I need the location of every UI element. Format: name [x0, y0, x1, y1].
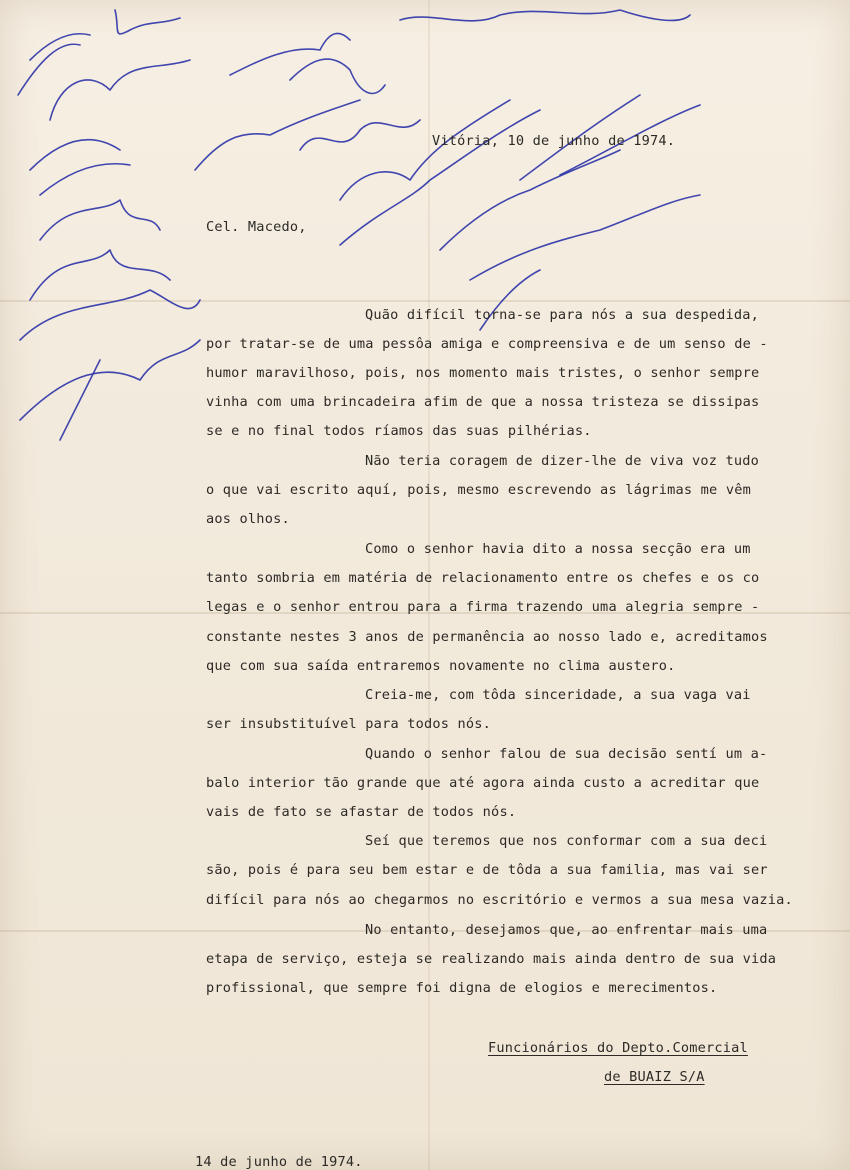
body-line: Quão difícil torna-se para nós a sua despedida,: [365, 307, 760, 323]
body-line: Não teria coragem de dizer-lhe de viva voz tudo: [365, 453, 760, 469]
signature: [340, 110, 540, 245]
body-line: por tratar-se de uma pessôa amiga e compreensiva e de um senso de -: [206, 336, 768, 352]
signature: [290, 59, 385, 93]
body-line: vais de fato se afastar de todos nós.: [206, 804, 517, 820]
body-line: humor maravilhoso, pois, nos momento mais tristes, o senhor sempre: [206, 365, 760, 381]
signature: [30, 140, 130, 195]
signature: [20, 340, 200, 420]
signature: [40, 200, 160, 240]
signature: [400, 10, 690, 21]
footer-date: 14 de junho de 1974.: [195, 1154, 363, 1170]
body-line: são, pois é para seu bem estar e de tôda a sua familia, mas vai ser: [206, 862, 768, 878]
sender-line: Funcionários do Depto.Comercial: [488, 1040, 748, 1056]
body-line: se e no final todos ríamos das suas pilhérias.: [206, 423, 592, 439]
addressee: Cel. Macedo,: [206, 219, 307, 235]
sender-line: de BUAIZ S/A: [604, 1069, 705, 1085]
body-line: balo interior tão grande que até agora ainda custo a acreditar que: [206, 775, 760, 791]
signature: [470, 195, 700, 280]
body-line: constante nestes 3 anos de permanência ao nosso lado e, acreditamos: [206, 629, 768, 645]
body-line: difícil para nós ao chegarmos no escritório e vermos a sua mesa vazia.: [206, 892, 793, 908]
body-line: Seí que teremos que nos conformar com a sua deci: [365, 833, 768, 849]
signature: [18, 34, 90, 95]
signature: [195, 100, 360, 170]
signature: [300, 120, 420, 150]
signature: [60, 360, 100, 440]
place-date: Vitória, 10 de junho de 1974.: [432, 133, 676, 149]
body-line: Quando o senhor falou de sua decisão sentí um a-: [365, 746, 768, 762]
body-line: tanto sombria em matéria de relacionamento entre os chefes e os co: [206, 570, 760, 586]
signature: [115, 10, 180, 34]
signature: [30, 250, 170, 300]
body-line: Creia-me, com tôda sinceridade, a sua vaga vai: [365, 687, 751, 703]
body-line: profissional, que sempre foi digna de elogios e merecimentos.: [206, 980, 718, 996]
body-line: o que vai escrito aquí, pois, mesmo escrevendo as lágrimas me vêm: [206, 482, 751, 498]
signature: [20, 290, 200, 340]
body-line: No entanto, desejamos que, ao enfrentar mais uma: [365, 922, 768, 938]
body-line: que com sua saída entraremos novamente no clima austero.: [206, 658, 676, 674]
signature: [440, 150, 620, 250]
signature: [50, 60, 190, 120]
body-line: vinha com uma brincadeira afim de que a nossa tristeza se dissipas: [206, 394, 760, 410]
signature: [230, 33, 350, 75]
body-line: Como o senhor havia dito a nossa secção era um: [365, 541, 751, 557]
body-line: etapa de serviço, esteja se realizando mais ainda dentro de sua vida: [206, 951, 777, 967]
body-line: ser insubstituível para todos nós.: [206, 716, 492, 732]
body-line: legas e o senhor entrou para a firma trazendo uma alegria sempre -: [206, 599, 760, 615]
body-line: aos olhos.: [206, 511, 290, 527]
